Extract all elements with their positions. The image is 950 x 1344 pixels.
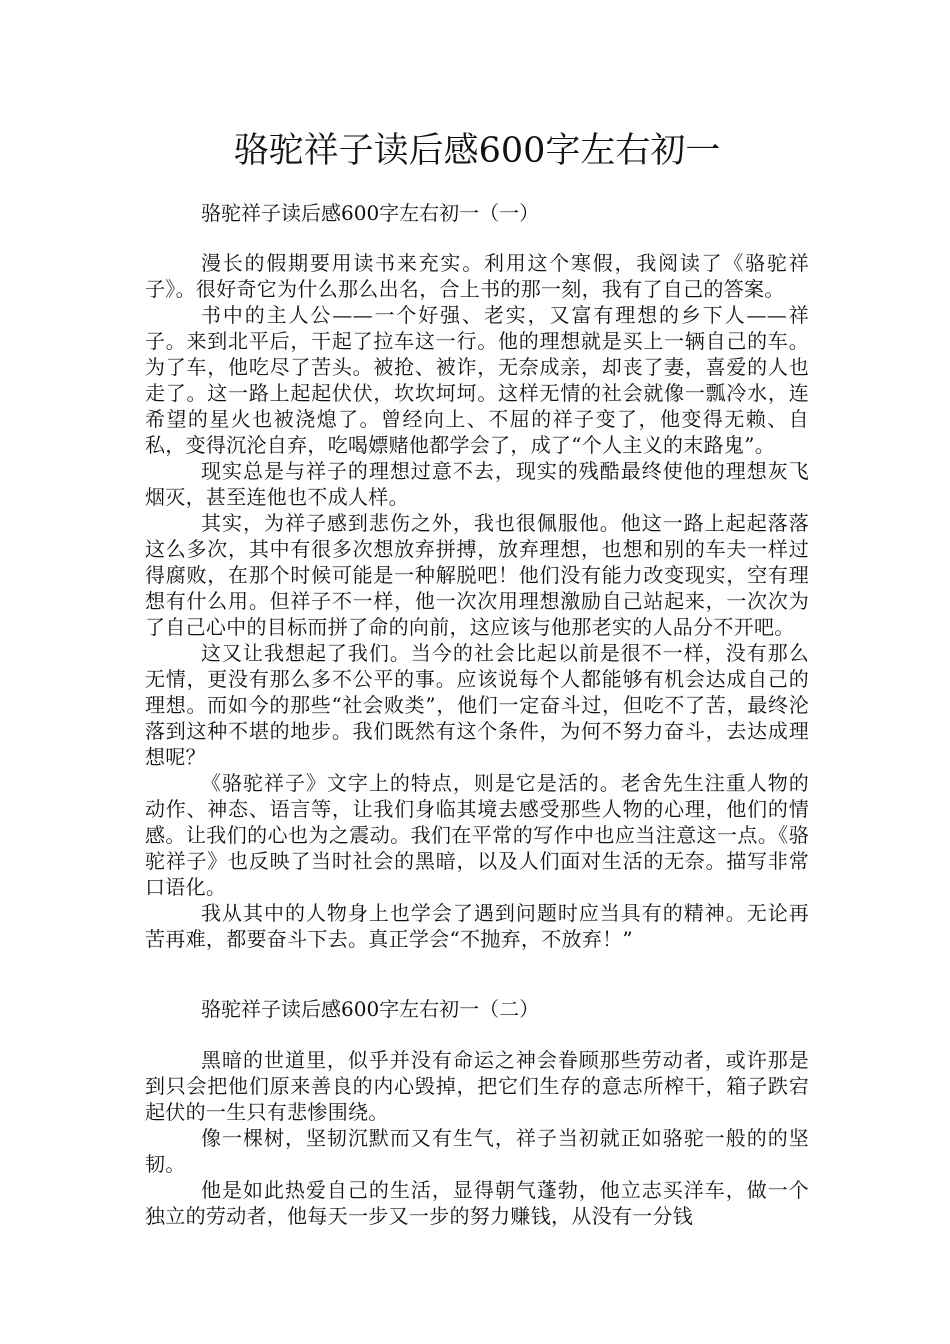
section-heading-2: 骆驼祥子读后感600字左右初一（二）	[201, 997, 540, 1021]
paragraph: 现实总是与祥子的理想过意不去，现实的残酷最终使他的理想灰飞烟灭，甚至连他也不成人样。	[145, 459, 809, 509]
paragraph: 黑暗的世道里，似乎并没有命运之神会眷顾那些劳动者，或许那是到只会把他们原来善良的内心毁掉，把它们生存的意志所榨干，箱子跌宕起伏的一生只有悲惨围绕。	[145, 1048, 809, 1124]
paragraph: 这又让我想起了我们。当今的社会比起以前是很不一样，没有那么无情，更没有那么多不公平的事。应该说每个人都能够有机会达成自己的理想。而如今的那些“社会败类”，他们一定奋斗过，但吃不了苦，最终沦落到这种不堪的地步。我们既然有这个条件，为何不努力奋斗，去达成理想呢？	[145, 641, 809, 769]
section-1-body	[145, 250, 809, 952]
paragraph: 其实，为祥子感到悲伤之外，我也很佩服他。他这一路上起起落落这么多次，其中有很多次想放弃拼搏，放弃理想，也想和别的车夫一样过得腐败，在那个时候可能是一种解脱吧！他们没有能力改变现实，空有理想有什么用。但祥子不一样，他一次次用理想激励自己站起来，一次次为了自己心中的目标而拼了命的向前，这应该与他那老实的人品分不开吧。	[145, 511, 809, 639]
paragraph: 我从其中的人物身上也学会了遇到问题时应当具有的精神。无论再苦再难，都要奋斗下去。真正学会“不抛弃，不放弃！”	[145, 901, 809, 951]
paragraph: 像一棵树，坚韧沉默而又有生气，祥子当初就正如骆驼一般的的坚韧。	[145, 1126, 809, 1176]
section-heading-1: 骆驼祥子读后感600字左右初一（一）	[201, 201, 540, 225]
paragraph: 书中的主人公——一个好强、老实，又富有理想的乡下人——祥子。来到北平后，干起了拉车这一行。他的理想就是买上一辆自己的车。为了车，他吃尽了苦头。被抢、被诈，无奈成亲，却丧了妻，喜爱的人也走了。这一路上起起伏伏，坎坎坷坷。这样无情的社会就像一瓢冷水，连希望的星火也被浇熄了。曾经向上、不屈的祥子变了，他变得无赖、自私，变得沉沦自弃，吃喝嫖赌他都学会了，成了“个人主义的末路鬼”。	[145, 303, 809, 457]
section-2-body	[145, 1047, 809, 1229]
page-title: 骆驼祥子读后感600字左右初一	[233, 131, 721, 171]
paragraph: 他是如此热爱自己的生活，显得朝气蓬勃，他立志买洋车，做一个独立的劳动者，他每天一步又一步的努力赚钱，从没有一分钱	[145, 1178, 809, 1228]
paragraph: 《骆驼祥子》文字上的特点，则是它是活的。老舍先生注重人物的动作、神态、语言等，让我们身临其境去感受那些人物的心理，他们的情感。让我们的心也为之震动。我们在平常的写作中也应当注意这一点。《骆驼祥子》也反映了当时社会的黑暗，以及人们面对生活的无奈。描写非常口语化。	[145, 771, 809, 899]
paragraph: 漫长的假期要用读书来充实。利用这个寒假，我阅读了《骆驼祥子》。很好奇它为什么那么出名，合上书的那一刻，我有了自己的答案。	[145, 251, 809, 301]
